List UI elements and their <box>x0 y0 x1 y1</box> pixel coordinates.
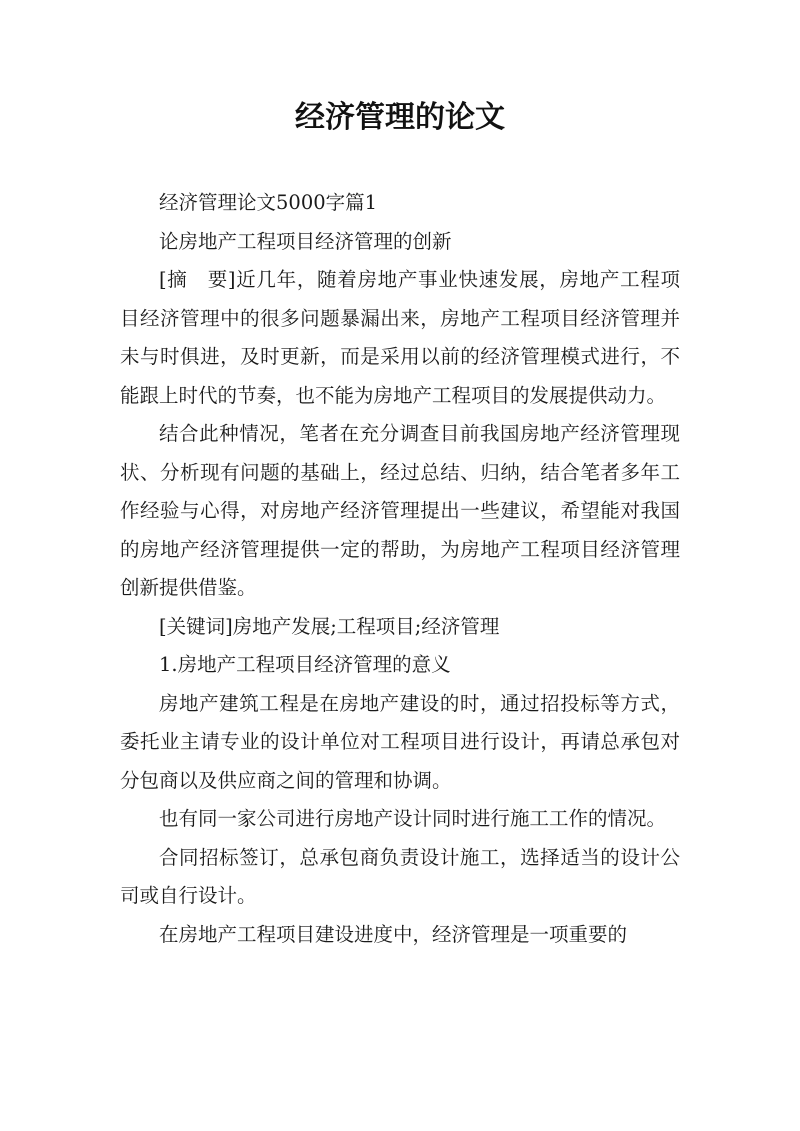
document-body <box>120 184 680 954</box>
paragraph-abstract: [摘 要]近几年，随着房地产事业快速发展，房地产工程项目经济管理中的很多问题暴漏出来，房地产工程项目经济管理并未与时俱进，及时更新，而是采用以前的经济管理模式进行，不能跟上时代的节奏，也不能为房地产工程项目的发展提供动力。 <box>120 268 680 407</box>
paragraph: 在房地产工程项目建设进度中，经济管理是一项重要的 <box>159 922 628 946</box>
section-heading: 1.房地产工程项目经济管理的意义 <box>159 653 451 676</box>
paragraph: 也有同一家公司进行房地产设计同时进行施工工作的情况。 <box>159 807 667 830</box>
paragraph: 结合此种情况，笔者在充分调查目前我国房地产经济管理现状、分析现有问题的基础上，经过总结、归纳，结合笔者多年工作经验与心得，对房地产经济管理提出一些建议，希望能对我国的房地产经济管理提供一定的帮助，为房地产工程项目经济管理创新提供借鉴。 <box>120 422 680 599</box>
paragraph-keywords: [关键词]房地产发展;工程项目;经济管理 <box>159 614 500 638</box>
document-title: 经济管理的论文 <box>295 100 505 135</box>
paragraph-heading: 经济管理论文5000字篇1 <box>159 191 378 214</box>
paragraph: 房地产建筑工程是在房地产建设的时，通过招投标等方式，委托业主请专业的设计单位对工程项目进行设计，再请总承包对分包商以及供应商之间的管理和协调。 <box>120 691 680 792</box>
paragraph-subtitle: 论房地产工程项目经济管理的创新 <box>159 229 452 253</box>
paragraph: 合同招标签订，总承包商负责设计施工，选择适当的设计公司或自行设计。 <box>120 845 680 907</box>
